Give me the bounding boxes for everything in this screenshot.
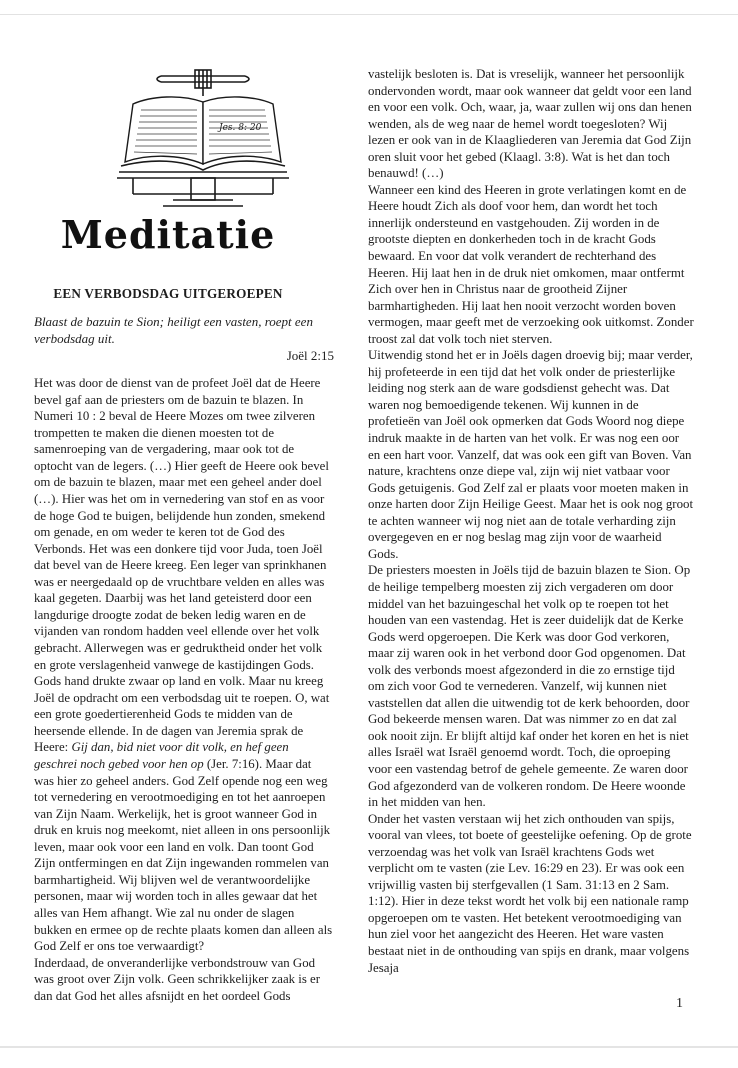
paragraph (34, 375, 334, 955)
page-edge-bottom (0, 1046, 738, 1048)
paragraph-text: Het was door de dienst van de profeet Joël dat de Heere bevel gaf aan de priesters om de bazuin te blazen. In Numeri 10 : 2 beval de Heere Mozes om twee zilveren trompetten te maken die dienen moesten tot de samenroeping van de vergadering, maar ook tot de optocht van de legers. (…) Hier geeft de Heere ook bevel om de bazuin te blazen, maar met een geheel ander doel (…). Hier was het om in vernedering van stof en as voor de hoge God te buigen, belijdende hun zonden, smekend om genade, en om weder te keren tot de God des Verbonds. Het was een donkere tijd voor Juda, toen Joël dat bevel van de Heere kreeg. Een leger van sprinkhanen was er neergedaald op de vruchtbare velden en alles was kaal gegeten. Daarbij was het land geteisterd door een langdurige droogte zodat de beken ledig waren en de vijanden van rondom hadden veel ellende over het volk gebracht. Allerwegen was er gedruktheid onder het volk en grote verslagenheid vanwege de kastijdingen Gods. Gods hand drukte zwaar op land en volk. Maar nu kreeg Joël de opdracht om een verbodsdag uit te roepen. O, wat een grote goedertierenheid Gods te midden van de heersende ellende. In de dagen van Jeremia sprak de Heere: (34, 376, 330, 755)
bible-verse-motto: Blaast de bazuin te Sion; heiligt een vasten, roept een verbodsdag uit. (34, 314, 313, 346)
bible-reference: Joël 2:15 (286, 348, 334, 363)
paragraph-text: Inderdaad, de onveranderlijke verbondstrouw van God was groot over Zijn volk. Geen schrikkelijker zaak is er dan dat God het alles afsnijdt en het oordeel Gods (34, 955, 321, 1003)
masthead-title: Meditatie (60, 212, 276, 257)
paragraph: Wanneer een kind des Heeren in grote verlatingen komt en de Heere houdt Zich als doof voor hem, dan wordt het toch innerlijk ondersteund en vastgehouden. Zij worden in de grootste diepten en donkerheden toch in de kracht Gods bewaard. En voor dat volk verandert de rechterhand des Heeren. Hij laat hen in de druk niet omkomen, maar ontfermt Zich over hen in Christus naar de grootheid Zijner barmhartigheden. Hij laat hen nooit verzocht worden boven vermogen, maar geeft met de verzoeking ook uitkomst. Zonder troost zal dat volk toch niet sterven. (368, 182, 694, 346)
paragraph-text: (Jer. 7:16). Maar dat was hier zo geheel anders. God Zelf opende nog een weg tot vernedering en verootmoediging en tot het aanroepen van Zijn Naam. Werkelijk, het is groot wanneer God in druk en kruis nog meekomt, niet alleen in ons persoonlijk leven, maar ook voor een land en volk. Dan toont God Zijn ontfermingen en dat Zijn ingewanden rommelen van barmhartigheid. Wij blijven wel de verantwoordelijke personen, maar wij worden toch in alles gewaar dat het alles van Hem afhangt. Wie zal nu onder de slagen bukken en ermee op de rechte plaats komen dan alleen als God Zelf er ons toe verwaardigt? (34, 756, 333, 954)
svg-text:Jes. 8: 20: Jes. 8: 20 (219, 123, 262, 133)
paragraph: Uitwendig stond het er in Joëls dagen droevig bij; maar verder, hij profeteerde in een tijd dat het volk onder de priesterlijke leiding nog sterk aan de ware godsdienst gehecht was. Dat waren nog bemoedigende tekenen. Wij kunnen in de profetieën van Joël ook opmerken dat Gods Woord nog diepe indruk maakte in de harten van het volk. Er was nog een oor en een hart voor. Vanzelf, dat was ook een gift van Boven. Van nature, krachtens onze diepe val, zijn wij niet vatbaar voor Gods getuigenis. God Zelf zal er plaats voor moeten maken in onze harten door Zijn Heilige Geest. Maar het is ook nog groot te achten wanneer wij nog niet aan de totale verharding zijn overgegeven en er nog beslag mag zijn voor de waarheid Gods. (368, 348, 694, 561)
paragraph: De priesters moesten in Joëls tijd de bazuin blazen te Sion. Op de heilige tempelberg moesten zij zich vergaderen om door middel van het bazuingeschal het volk op te roepen tot het houden van een vastendag. Het is zeer duidelijk dat de Kerke Gods werd opgeroepen. Die Kerk was door God verkoren, maar zij waren ook in het verbond door God opgenomen. Dat volk des verbonds moest afgezonderd in die zo ernstige tijd om zich voor God te vernederen. Vanzelf, wij kunnen niet vaststellen dat allen die uitwendig tot de kerk behoorden, door God bekeerde mensen waren. Dat was nimmer zo en dat zal ook nooit zijn. Er blijft altijd kaf onder het koren en het is niet alles Israël wat Israël genoemd wordt. Toch, die oproeping voor een vastendag betrof de gehele gemeente. Ze waren door God afgezonderd van de volkeren rondom. De Heere woonde in het midden van hen. (368, 563, 691, 810)
paragraph: Onder het vasten verstaan wij het zich onthouden van spijs, vooral van vlees, tot boete of geestelijke oefening. Op de grote verzoendag was het volk van Israël krachtens Gods wet verplicht om te vasten (zie Lev. 16:29 en 23). Er was ook een vrijwillig vasten bij sterfgevallen (1 Sam. 31:13 en 2 Sam. 1:12). Hier in deze tekst wordt het volk bij een nationale ramp opgeroepen om te vasten. Het betekent verootmoediging van hun ziel voor het aangezicht des Heeren. Het ware vasten bestaat niet in de onthouding van spijs en drank, maar volgens Jesaja (368, 811, 692, 975)
right-column (368, 66, 694, 976)
open-bible-on-lectern-icon (103, 66, 303, 236)
quoted-text: Gij dan, bid niet voor dit volk, en hef geen geschrei noch gebed voor hen op (34, 740, 289, 771)
paragraph: vastelijk besloten is. Dat is vreselijk, wanneer het persoonlijk ondervonden wordt, maar ook wanneer dat geldt voor een land en voor een volk. Och, waar, ja, waar zullen wij ons dan henen wenden, als de weg naar de hemel wordt toegesloten? Wij lezen er ook van in de Klaagliederen van Jeremia dat God Zijn oren sluit voor het gebed (Klaagl. 3:8). Wat is het dan toch benauwd! (…) (368, 67, 692, 181)
left-column (34, 375, 334, 1004)
page-edge-top (0, 14, 738, 15)
page-number: 1 (676, 996, 683, 1011)
article-headline: EEN VERBODSDAG UITGEROEPEN (53, 286, 283, 301)
paragraph (34, 955, 334, 1005)
